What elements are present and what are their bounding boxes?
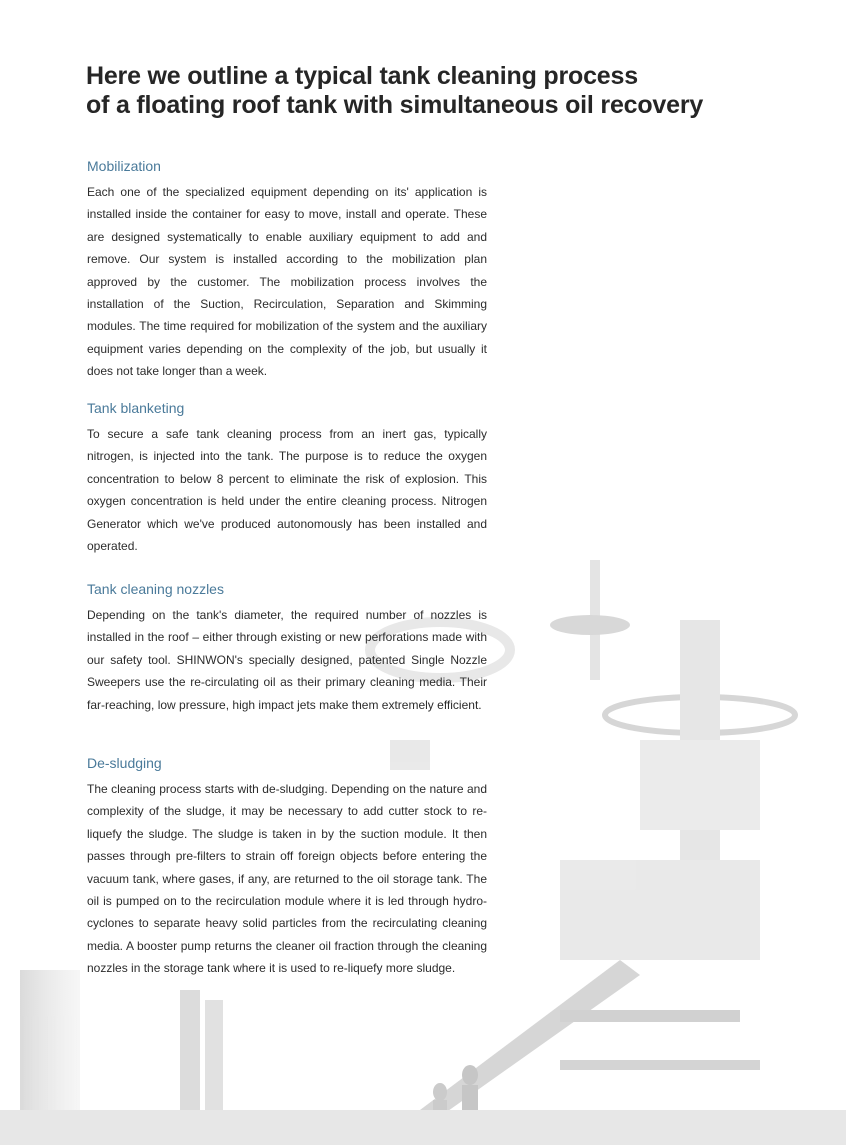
- section-mobilization: [87, 157, 487, 383]
- page-title-line-2: of a floating roof tank with simultaneous oil recovery: [86, 91, 704, 119]
- section-heading: Mobilization: [87, 158, 161, 174]
- page-title: [86, 62, 766, 120]
- section-heading: Tank cleaning nozzles: [87, 581, 224, 597]
- section-body: Each one of the specialized equipment depending on its' application is installed inside the container for easy to move, install and operate. These are designed systematically to enable auxiliary equipment to add and remove. Our system is installed according to the mobilization plan approved by the customer. The mobilization process involves the installation of the Suction, Recirculation, Separation and Skimming modules. The time required for mobilization of the system and the auxiliary equipment varies depending on the complexity of the job, but usually it does not take longer than a week.: [87, 185, 487, 379]
- section-body: The cleaning process starts with de-sludging. Depending on the nature and complexity of the sludge, it may be necessary to add cutter stock to re-liquefy the sludge. The sludge is taken in by the suction module. It then passes through pre-filters to strain off foreign objects before entering the vacuum tank, where gases, if any, are returned to the oil storage tank. The oil is pumped on to the recirculation module where it is led through hydro-cyclones to separate heavy solid particles from the recirculating cleaning media. A booster pump returns the cleaner oil fraction through the cleaning nozzles in the storage tank where it is used to re-liquefy more sludge.: [87, 782, 487, 976]
- section-tank-blanketing: [87, 399, 487, 557]
- section-tank-cleaning-nozzles: [87, 580, 487, 716]
- section-body: To secure a safe tank cleaning process from an inert gas, typically nitrogen, is injected into the tank. The purpose is to reduce the oxygen concentration to below 8 percent to eliminate the risk of explosion. This oxygen concentration is held under the entire cleaning process. Nitrogen Generator which we've produced autonomously has been installed and operated.: [87, 427, 487, 554]
- section-de-sludging: [87, 754, 487, 980]
- section-heading: De-sludging: [87, 755, 162, 771]
- page-title-line-1: Here we outline a typical tank cleaning process: [86, 62, 638, 90]
- section-heading: Tank blanketing: [87, 400, 185, 416]
- section-body: Depending on the tank's diameter, the required number of nozzles is installed in the roof – either through existing or new perforations made with our safety tool. SHINWON's specially designed, patented Single Nozzle Sweepers use the re-circulating oil as their primary cleaning media. Their far-reaching, low pressure, high impact jets make them extremely efficient.: [87, 608, 487, 712]
